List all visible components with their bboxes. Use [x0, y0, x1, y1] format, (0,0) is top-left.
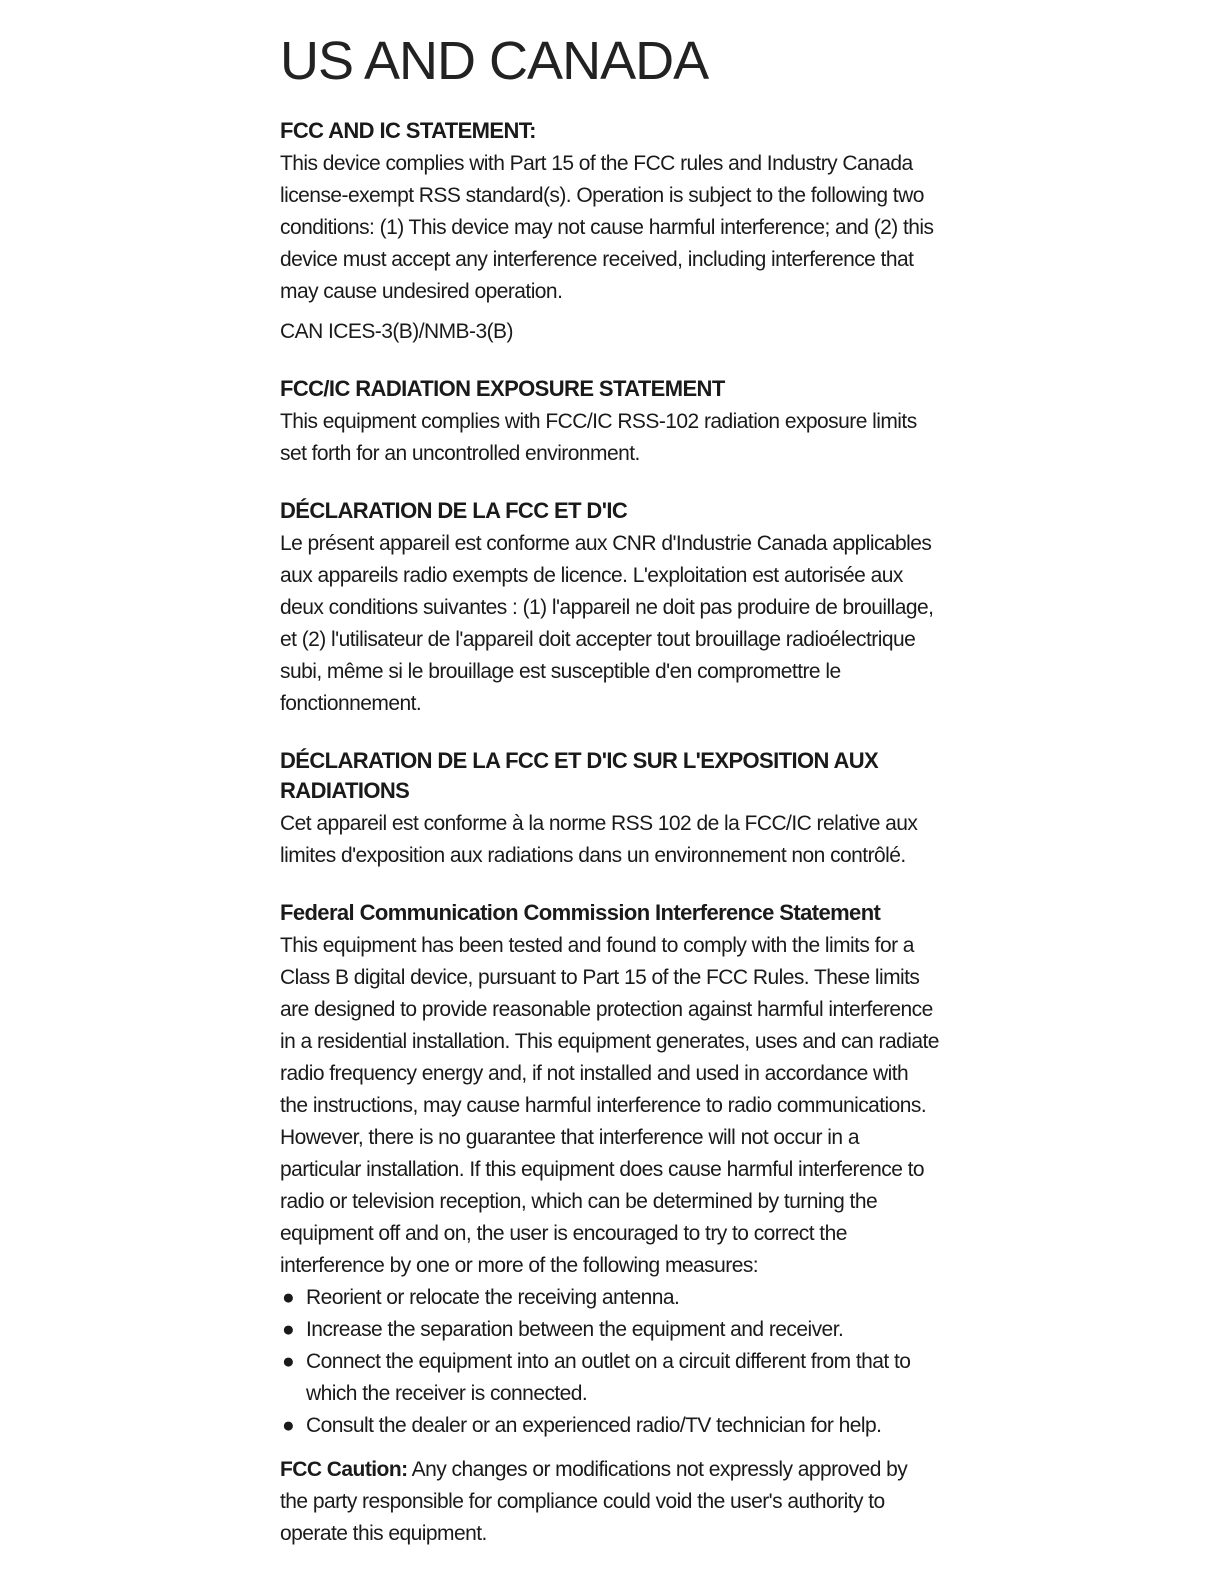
fcc-ic-statement-section — [280, 116, 940, 348]
declaration-fcc-ic-section — [280, 496, 940, 720]
radiation-exposure-section — [280, 374, 940, 470]
section-paragraph: CAN ICES-3(B)/NMB-3(B) — [280, 320, 513, 343]
interference-statement-section — [280, 898, 940, 1442]
section-heading: DÉCLARATION DE LA FCC ET D'IC SUR L'EXPOSITION AUX RADIATIONS — [280, 748, 879, 803]
caution-text: Any changes or modifications not expressly approved by the party responsible for compliance could void the user's authority to operate this equipment. — [280, 1458, 908, 1545]
section-paragraph: Le présent appareil est conforme aux CNR d'Industrie Canada applicables aux appareils radio exempts de licence. L'exploitation est autorisée aux deux conditions suivantes : (1) l'appareil ne doit pas produire de brouillage, et (2) l'utilisateur de l'appareil doit accepter tout brouillage radioélectrique subi, même si le brouillage est susceptible d'en compromettre le fonctionnement. — [280, 532, 934, 715]
measures-list — [280, 1282, 940, 1442]
section-heading: DÉCLARATION DE LA FCC ET D'IC — [280, 498, 628, 523]
list-item: ● Consult the dealer or an experienced radio/TV technician for help. — [280, 1410, 940, 1442]
declaration-exposition-section — [280, 746, 940, 872]
section-heading: Federal Communication Commission Interference Statement — [280, 900, 881, 925]
caution-label: FCC Caution: — [280, 1458, 408, 1481]
document-page — [280, 30, 940, 1571]
section-paragraph: This equipment has been tested and found to comply with the limits for a Class B digital device, pursuant to Part 15 of the FCC Rules. These limits are designed to provide reasonable protection against harmful interference in a residential installation. This equipment generates, uses and can radiate radio frequency energy and, if not installed and used in accordance with the instructions, may cause harmful interference to radio communications. However, there is no guarantee that interference will not occur in a particular installation. If this equipment does cause harmful interference to radio or television reception, which can be determined by turning the equipment off and on, the user is encouraged to try to correct the interference by one or more of the following measures: — [280, 934, 939, 1277]
section-heading: FCC/IC RADIATION EXPOSURE STATEMENT — [280, 376, 725, 401]
bullet-icon: ● — [282, 1414, 295, 1437]
bullet-icon: ● — [282, 1350, 295, 1373]
bullet-icon: ● — [282, 1318, 295, 1341]
section-paragraph: This device complies with Part 15 of the FCC rules and Industry Canada license-exempt RSS standard(s). Operation is subject to the following two conditions: (1) This device may not cause harmful interference; and (2) this device must accept any interference received, including interference that may cause undesired operation. — [280, 152, 934, 303]
fcc-caution — [280, 1454, 940, 1550]
section-paragraph: Cet appareil est conforme à la norme RSS 102 de la FCC/IC relative aux limites d'exposition aux radiations dans un environnement non contrôlé. — [280, 812, 918, 867]
section-heading: FCC AND IC STATEMENT: — [280, 118, 536, 143]
section-paragraph: This equipment complies with FCC/IC RSS-102 radiation exposure limits set forth for an uncontrolled environment. — [280, 410, 917, 465]
bullet-icon: ● — [282, 1286, 295, 1309]
page-title: US AND CANADA — [280, 31, 709, 91]
list-item: ● Increase the separation between the equipment and receiver. — [280, 1314, 940, 1346]
list-item: ● Reorient or relocate the receiving antenna. — [280, 1282, 940, 1314]
list-item: ● Connect the equipment into an outlet on a circuit different from that to which the receiver is connected. — [280, 1346, 940, 1410]
